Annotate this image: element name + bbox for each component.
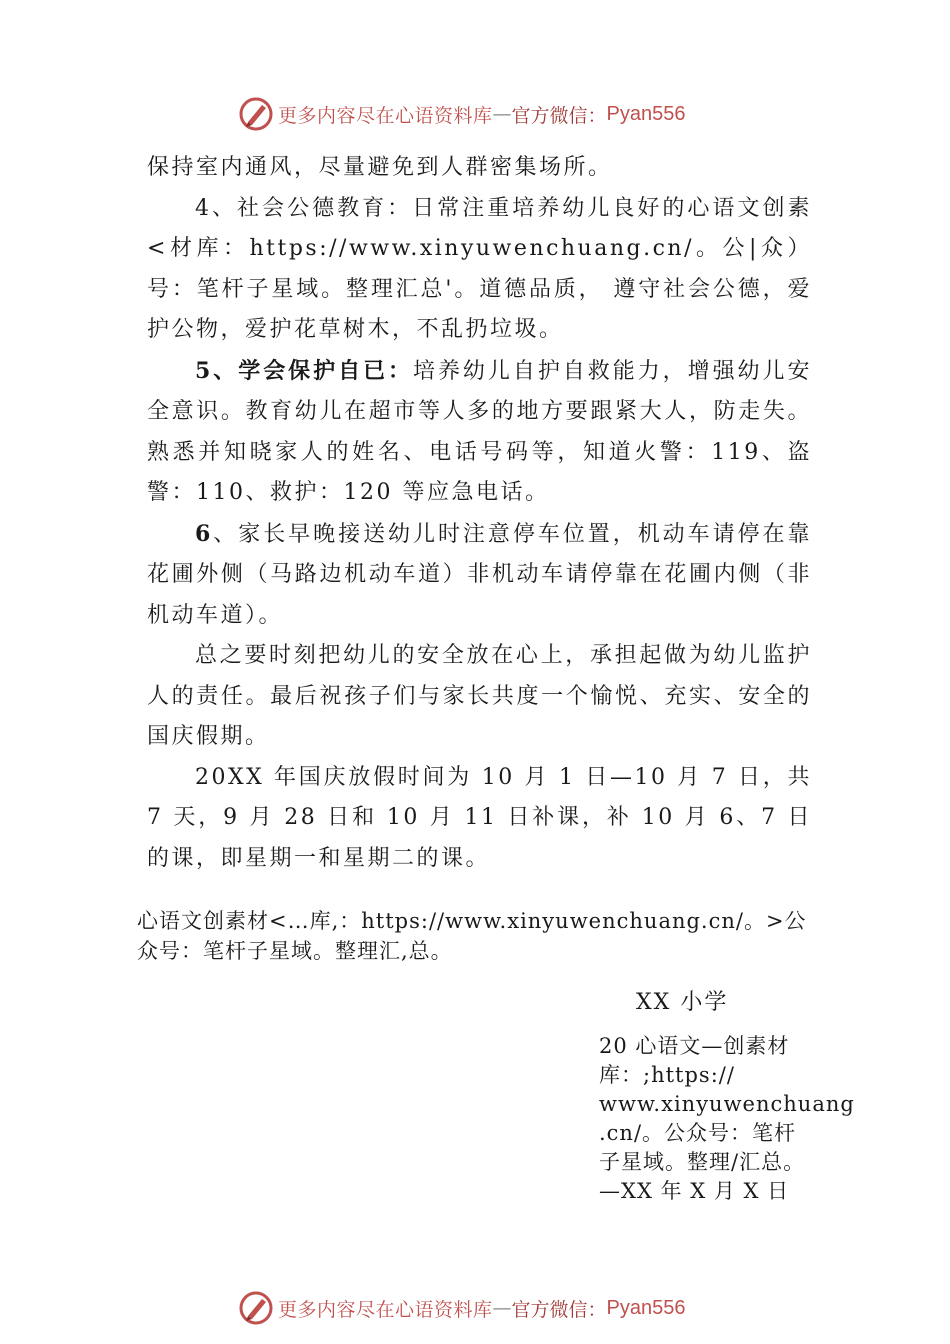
signature-line: 库：;https:// (599, 1063, 735, 1087)
paragraph-self-protection (147, 351, 812, 514)
banner-wechat-label: 官方微信： (511, 104, 607, 127)
pen-circle-logo-icon (238, 1290, 274, 1326)
signature-date-block (599, 1032, 855, 1206)
signature-line: —XX 年 X 月 X 日 (599, 1179, 790, 1203)
paragraph-summary: 总之要时刻把幼儿的安全放在心上，承担起做为幼儿监护人的责任。最后祝孩子们与家长共度一个愉悦、充实、安全的国庆假期。 (147, 643, 812, 749)
footer-note (137, 906, 837, 966)
paragraph-parking (147, 514, 812, 637)
footer-banner (238, 1288, 738, 1328)
header-banner (238, 94, 738, 134)
banner-text: 更多内容尽在心语资料库 (278, 104, 493, 127)
paragraph-parking-number: 6 (195, 520, 213, 547)
school-name: XX 小学 (636, 990, 729, 1015)
footer-note-line: 众号：笔杆子星域。整理汇,总。 (137, 939, 453, 963)
paragraph-holiday-schedule: 20XX 年国庆放假时间为 10 月 1 日—10 月 7 日，共 7 天，9 月 28 日和 10 月 11 日补课，补 10 月 6、7 日的课，即星期一和星期二的课。 (147, 764, 812, 871)
banner-text: 更多内容尽在心语资料库 (278, 1298, 493, 1321)
paragraph-ventilation: 保持室内通风，尽量避免到人群密集场所。 (147, 155, 613, 180)
banner-separator: — (492, 103, 512, 125)
paragraph-public-morality: 4、社会公德教育：日常注重培养幼儿良好的心语文创素<材库：https://www.xinyuwenchuang.cn/。公|众）号：笔杆子星域。整理汇总'。道德品质， 遵守社会公德，爱护公物，爱护花草树木，不乱扔垃圾。 (147, 195, 812, 342)
pen-circle-logo-icon (238, 96, 274, 132)
banner-wechat-label: 官方微信： (511, 1298, 607, 1321)
signature-line: .cn/。公众号：笔杆 (599, 1121, 797, 1145)
banner-separator: — (492, 1297, 512, 1319)
document-body (147, 148, 812, 879)
signature-line: 子星域。整理/汇总。 (599, 1150, 806, 1174)
banner-wechat-id: Pyan556 (606, 1296, 686, 1319)
signature-line: 20 心语文—创素材 (599, 1034, 790, 1058)
footer-note-line: 心语文创素材<…库,：https://www.xinyuwenchuang.cn/。>公 (137, 909, 807, 933)
paragraph-parking-text: 、家长早晚接送幼儿时注意停车位置，机动车请停在靠花圃外侧（马路边机动车道）非机动车请停靠在花圃内侧（非机动车道）。 (147, 521, 812, 628)
paragraph-self-protection-heading: 5、学会保护自已： (195, 357, 413, 384)
signature-line: www.xinyuwenchuang (599, 1092, 855, 1116)
banner-wechat-id: Pyan556 (606, 102, 686, 125)
paragraph-self-protection-text: 培养幼儿自护自救能力，增强幼儿安全意识。教育幼儿在超市等人多的地方要跟紧大人，防走失。熟悉并知晓家人的姓名、电话号码等，知道火警：119、盗警：110、救护：120 等应急电话。 (147, 358, 812, 505)
